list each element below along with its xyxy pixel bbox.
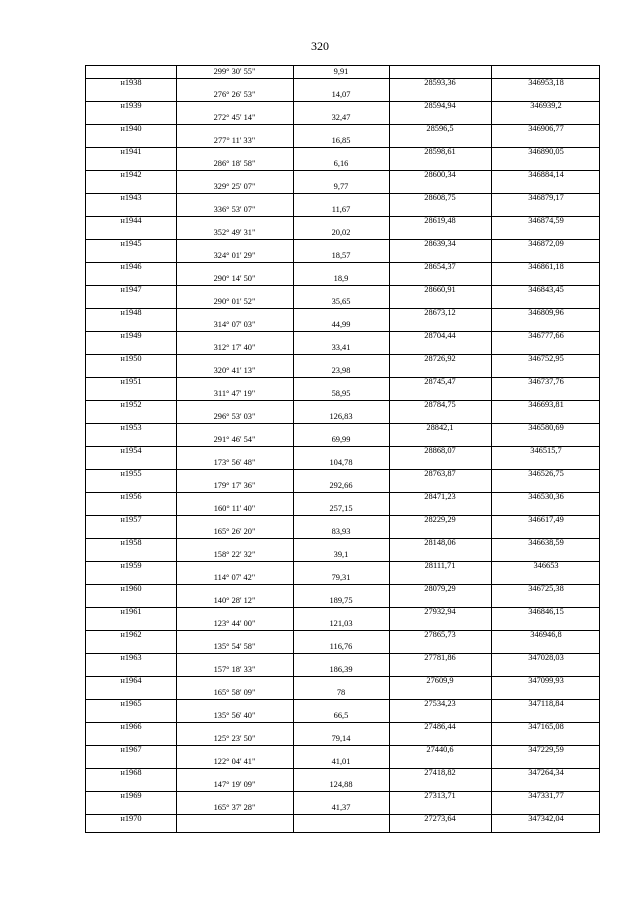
point-name: н1959 [120,561,142,570]
direction-angle: 272° 45' 14" [213,113,256,122]
coordinate-x: 28654,37 [424,262,456,271]
segment-length: 121,03 [329,619,353,628]
coordinate-y: 346617,49 [528,515,564,524]
direction-angle: 140° 28' 12" [213,596,256,605]
direction-angle: 277° 11' 33" [213,136,256,145]
point-name: н1944 [120,216,142,225]
segment-length: 78 [336,688,346,697]
coordinate-y: 346846,15 [528,607,564,616]
direction-angle: 352° 49' 31" [213,228,256,237]
coordinate-y: 346725,38 [528,584,564,593]
segment-length: 257,15 [329,504,353,513]
coordinate-y: 346737,76 [528,377,564,386]
coordinate-x: 28673,12 [424,308,456,317]
direction-angle: 291° 46' 54" [213,435,256,444]
direction-angle: 311° 47' 19" [213,389,256,398]
coordinate-x: 28079,29 [424,584,456,593]
coordinate-y: 346809,96 [528,308,564,317]
coordinate-y: 346953,18 [528,78,564,87]
point-name: н1940 [120,124,142,133]
direction-angle: 290° 14' 50" [213,274,256,283]
coordinate-x: 28229,29 [424,515,456,524]
segment-length: 41,01 [331,757,351,766]
point-name: н1952 [120,400,142,409]
point-name: н1968 [120,768,142,777]
point-name: н1966 [120,722,142,731]
point-name: н1951 [120,377,142,386]
direction-angle: 123° 44' 00" [213,619,256,628]
direction-angle: 296° 53' 03" [213,412,256,421]
direction-angle: 158° 22' 32" [213,550,256,559]
segment-length: 104,78 [329,458,353,467]
direction-angle: 286° 18' 58" [213,159,256,168]
direction-angle: 165° 26' 20" [213,527,256,536]
direction-angle: 336° 53' 07" [213,205,256,214]
coordinate-x: 28471,23 [424,492,456,501]
coordinate-x: 28593,36 [424,78,456,87]
direction-angle: 324° 01' 29" [213,251,256,260]
segment-length: 32,47 [331,113,351,122]
segment-length: 79,14 [331,734,351,743]
coordinate-y: 347229,59 [528,745,564,754]
segment-length: 79,31 [331,573,351,582]
direction-angle: 314° 07' 03" [213,320,256,329]
point-name: н1967 [120,745,142,754]
direction-angle: 165° 58' 09" [213,688,256,697]
direction-angle: 160° 11' 40" [213,504,256,513]
coordinate-x: 27865,73 [424,630,456,639]
point-name: н1943 [120,193,142,202]
point-name: н1953 [120,423,142,432]
coordinate-x: 28763,87 [424,469,456,478]
coordinate-x: 27781,86 [424,653,456,662]
point-name: н1942 [120,170,142,179]
segment-length: 33,41 [331,343,351,352]
coordinate-x: 28868,07 [424,446,456,455]
coordinate-x: 27486,44 [424,722,456,731]
segment-length: 186,39 [329,665,353,674]
point-name: н1945 [120,239,142,248]
coordinate-y: 346526,75 [528,469,564,478]
coordinate-y: 347165,08 [528,722,564,731]
coordinate-y: 347264,34 [528,768,564,777]
point-name: н1970 [120,814,142,823]
coordinate-y: 347118,84 [528,699,564,708]
coordinate-y: 346872,09 [528,239,564,248]
direction-angle: 165° 37' 28" [213,803,256,812]
direction-angle: 125° 23' 50" [213,734,256,743]
coordinate-x: 28594,94 [424,101,456,110]
segment-length: 58,95 [331,389,351,398]
segment-length: 66,5 [333,711,349,720]
coordinate-y: 346939,2 [530,101,562,110]
coordinate-x: 28704,44 [424,331,456,340]
segment-length: 116,76 [329,642,353,651]
segment-length: 6,16 [333,159,349,168]
segment-length: 189,75 [329,596,353,605]
coordinate-y: 346879,17 [528,193,564,202]
coordinate-x: 28726,92 [424,354,456,363]
direction-angle: 312° 17' 40" [213,343,256,352]
coordinate-y: 346843,45 [528,285,564,294]
coordinate-y: 346580,69 [528,423,564,432]
coordinate-x: 27418,82 [424,768,456,777]
segment-length: 83,93 [331,527,351,536]
point-name: н1958 [120,538,142,547]
coordinate-y: 346884,14 [528,170,564,179]
coordinate-x: 28619,48 [424,216,456,225]
coordinate-y: 346638,59 [528,538,564,547]
coordinate-y: 347342,04 [528,814,564,823]
direction-angle: 135° 56' 40" [213,711,256,720]
coordinate-y: 346874,59 [528,216,564,225]
coordinate-x: 27534,23 [424,699,456,708]
segment-length: 9,77 [333,182,349,191]
segment-length: 14,07 [331,90,351,99]
coordinate-x: 27440,6 [426,745,454,754]
segment-length: 11,67 [331,205,351,214]
segment-length: 35,65 [331,297,351,306]
segment-length: 292,66 [329,481,353,490]
coordinate-y: 346530,36 [528,492,564,501]
coordinate-y: 347028,03 [528,653,564,662]
segment-length: 16,85 [331,136,351,145]
segment-length: 41,37 [331,803,351,812]
direction-angle: 114° 07' 42" [213,573,256,582]
point-name: н1963 [120,653,142,662]
direction-angle: 299° 30' 55" [213,67,256,76]
coordinate-x: 28600,34 [424,170,456,179]
point-name: н1962 [120,630,142,639]
coordinate-x: 27932,94 [424,607,456,616]
segment-length: 18,57 [331,251,351,260]
point-name: н1950 [120,354,142,363]
direction-angle: 173° 56' 48" [213,458,256,467]
coordinate-y: 347331,77 [528,791,564,800]
point-name: н1939 [120,101,142,110]
coordinate-y: 346653 [533,561,559,570]
coordinate-x: 28639,34 [424,239,456,248]
point-name: н1969 [120,791,142,800]
direction-angle: 135° 54' 58" [213,642,256,651]
segment-length: 69,99 [331,435,351,444]
coordinate-x: 27313,71 [424,791,456,800]
point-name: н1946 [120,262,142,271]
coordinate-y: 346752,95 [528,354,564,363]
direction-angle: 179° 17' 36" [213,481,256,490]
direction-angle: 122° 04' 41" [213,757,256,766]
coordinate-x: 28745,47 [424,377,456,386]
coordinate-x: 28111,71 [424,561,456,570]
coordinate-y: 346890,05 [528,147,564,156]
point-name: н1960 [120,584,142,593]
point-name: н1955 [120,469,142,478]
direction-angle: 157° 18' 33" [213,665,256,674]
point-name: н1964 [120,676,142,685]
point-name: н1948 [120,308,142,317]
coordinate-x: 28660,91 [424,285,456,294]
page-number: 320 [311,39,329,53]
segment-length: 124,88 [329,780,353,789]
point-name: н1965 [120,699,142,708]
coordinate-y: 346777,66 [528,331,564,340]
point-name: н1947 [120,285,142,294]
coordinate-y: 346906,77 [528,124,564,133]
direction-angle: 320° 41' 13" [213,366,256,375]
segment-length: 44,99 [331,320,351,329]
point-name: н1956 [120,492,142,501]
coordinate-x: 27273,64 [424,814,456,823]
coordinate-y: 346515,7 [530,446,562,455]
direction-angle: 329° 25' 07" [213,182,256,191]
point-name: н1954 [120,446,142,455]
segment-length: 20,02 [331,228,351,237]
segment-length: 39,1 [333,550,349,559]
segment-length: 18,9 [333,274,349,283]
coordinate-x: 28784,75 [424,400,456,409]
coordinate-x: 28608,75 [424,193,456,202]
coordinate-x: 28598,61 [424,147,456,156]
point-name: н1941 [120,147,142,156]
segment-length: 9,91 [333,67,349,76]
direction-angle: 290° 01' 52" [213,297,256,306]
segment-length: 126,83 [329,412,353,421]
point-name: н1938 [120,78,142,87]
point-name: н1957 [120,515,142,524]
coordinate-x: 28148,06 [424,538,456,547]
coordinates-table [85,65,600,833]
coordinate-y: 346946,8 [530,630,562,639]
coordinate-x: 27609,9 [426,676,454,685]
coordinate-x: 28842,1 [426,423,454,432]
point-name: н1961 [120,607,142,616]
segment-length: 23,98 [331,366,351,375]
coordinate-y: 346693,81 [528,400,564,409]
point-name: н1949 [120,331,142,340]
coordinate-y: 346861,18 [528,262,564,271]
coordinate-y: 347099,93 [528,676,564,685]
direction-angle: 147° 19' 09" [213,780,256,789]
coordinate-x: 28596,5 [426,124,454,133]
direction-angle: 276° 26' 53" [213,90,256,99]
